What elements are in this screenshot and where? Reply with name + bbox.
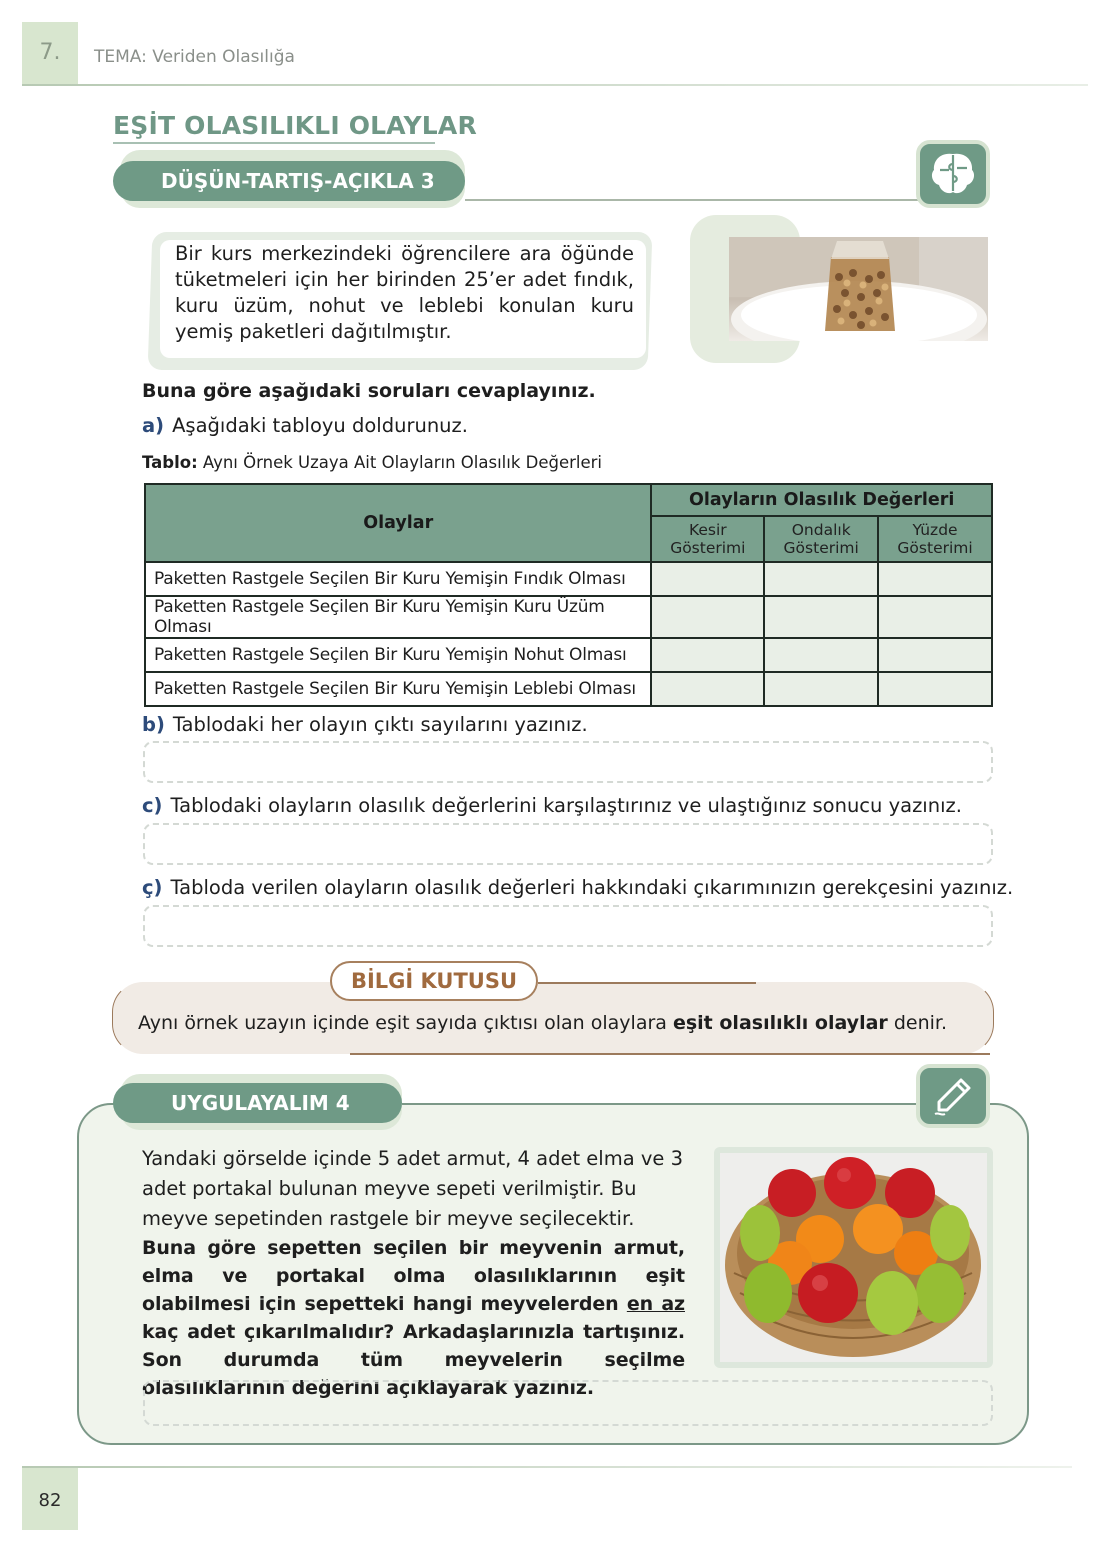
info-text-term: eşit olasılıklı olaylar [672,1012,888,1034]
fraction-input-cell[interactable] [651,562,764,596]
fraction-input-cell[interactable] [651,596,764,638]
answer-box-b[interactable] [143,741,993,783]
practice-answer-box[interactable] [143,1380,993,1426]
question-b [142,713,588,736]
info-box-title: BİLGİ KUTUSU [330,961,538,1001]
table-caption-text: Aynı Örnek Uzaya Ait Olayların Olasılık Değerleri [202,453,602,472]
table-row [145,672,992,706]
question-letter: c) [142,794,163,817]
question-letter: a) [142,414,165,437]
practice-title: UYGULAYALIM 4 [113,1083,402,1123]
fruit-basket-photo [720,1153,987,1362]
info-box-top-line [538,982,756,984]
header-fraction: Kesir Gösterimi [651,516,764,562]
fraction-input-cell[interactable] [651,638,764,672]
percent-input-cell[interactable] [878,562,992,596]
section-underline [113,142,435,144]
activity-title: DÜŞÜN-TARTIŞ-AÇIKLA 3 [113,161,465,201]
info-text-end: denir. [887,1012,947,1034]
event-label: Paketten Rastgele Seçilen Bir Kuru Yemişin Kuru Üzüm Olması [145,596,651,638]
header-decimal: Ondalık Gösterimi [764,516,878,562]
footer-divider [22,1466,1072,1468]
header-divider [22,84,1088,86]
chapter-number: 7. [39,40,61,65]
header-events: Olaylar [145,484,651,562]
decimal-input-cell[interactable] [764,638,878,672]
questions-prompt: Buna göre aşağıdaki soruları cevaplayınız. [142,380,596,402]
percent-input-cell[interactable] [878,638,992,672]
question-cedilla [142,876,1013,899]
theme-title: TEMA: Veriden Olasılığa [94,47,295,67]
decimal-input-cell[interactable] [764,672,878,706]
page-number: 82 [38,1490,62,1511]
probability-table [144,483,993,707]
percent-input-cell[interactable] [878,596,992,638]
decimal-input-cell[interactable] [764,562,878,596]
intro-text: Bir kurs merkezindeki öğrencilere ara öğünde tüketmeleri için her birinden 25’er adet fındık, kuru üzüm, nohut ve leblebi konulan kuru yemiş paketleri dağıtılmıştır. [175,242,634,343]
question-text: Tabloda verilen olayların olasılık değerleri hakkındaki çıkarımınızın gerekçesini yazınız. [170,876,1014,899]
answer-box-c[interactable] [143,823,993,865]
pencil-icon [916,1064,990,1128]
event-label: Paketten Rastgele Seçilen Bir Kuru Yemişin Nohut Olması [145,638,651,672]
section-title: EŞİT OLASILIKLI OLAYLAR [113,111,477,140]
question-letter: ç) [142,876,163,899]
table-row [145,596,992,638]
practice-description: Yandaki görselde içinde 5 adet armut, 4 adet elma ve 3 adet portakal bulunan meyve sepeti verilmiştir. Bu meyve sepetinden rastgele bir meyve seçilecektir. [142,1147,684,1230]
info-box-text [138,1012,947,1034]
practice-question-part1: Buna göre sepetten seçilen bir meyvenin armut, elma ve portakal olma olasılıklarının eşit olabilmesi için sepetteki hangi meyvelerden [142,1237,685,1315]
question-text: Aşağıdaki tabloyu doldurunuz. [172,414,468,437]
practice-question-emphasis: en az [626,1293,685,1315]
table-row [145,638,992,672]
brain-puzzle-icon [916,140,990,208]
practice-question-part2: kaç adet çıkarılmalıdır? Arkadaşlarınızla tartışınız. Son durumda tüm meyvelerin seçilme olasılıklarının değerini açıklayarak yazınız. [142,1321,685,1399]
practice-text [142,1144,685,1402]
question-c [142,794,962,817]
question-text: Tablodaki her olayın çıktı sayılarını yazınız. [172,713,588,736]
decimal-input-cell[interactable] [764,596,878,638]
table-caption [142,453,602,472]
info-box-bottom-line [350,1053,990,1055]
question-a [142,414,468,437]
activity-rule [465,199,920,201]
header-percent: Yüzde Gösterimi [878,516,992,562]
nut-bag-photo [729,237,988,341]
info-text-start: Aynı örnek uzayın içinde eşit sayıda çıktısı olan olaylara [138,1012,673,1034]
question-letter: b) [142,713,165,736]
event-label: Paketten Rastgele Seçilen Bir Kuru Yemişin Leblebi Olması [145,672,651,706]
practice-question [142,1234,685,1402]
question-text: Tablodaki olayların olasılık değerlerini karşılaştırınız ve ulaştığınız sonucu yazınız. [170,794,962,817]
event-label: Paketten Rastgele Seçilen Bir Kuru Yemişin Fındık Olması [145,562,651,596]
answer-box-cedilla[interactable] [143,905,993,947]
header-probability-values: Olayların Olasılık Değerleri [651,484,992,516]
table-row [145,562,992,596]
percent-input-cell[interactable] [878,672,992,706]
fraction-input-cell[interactable] [651,672,764,706]
table-caption-label: Tablo: [142,453,198,472]
